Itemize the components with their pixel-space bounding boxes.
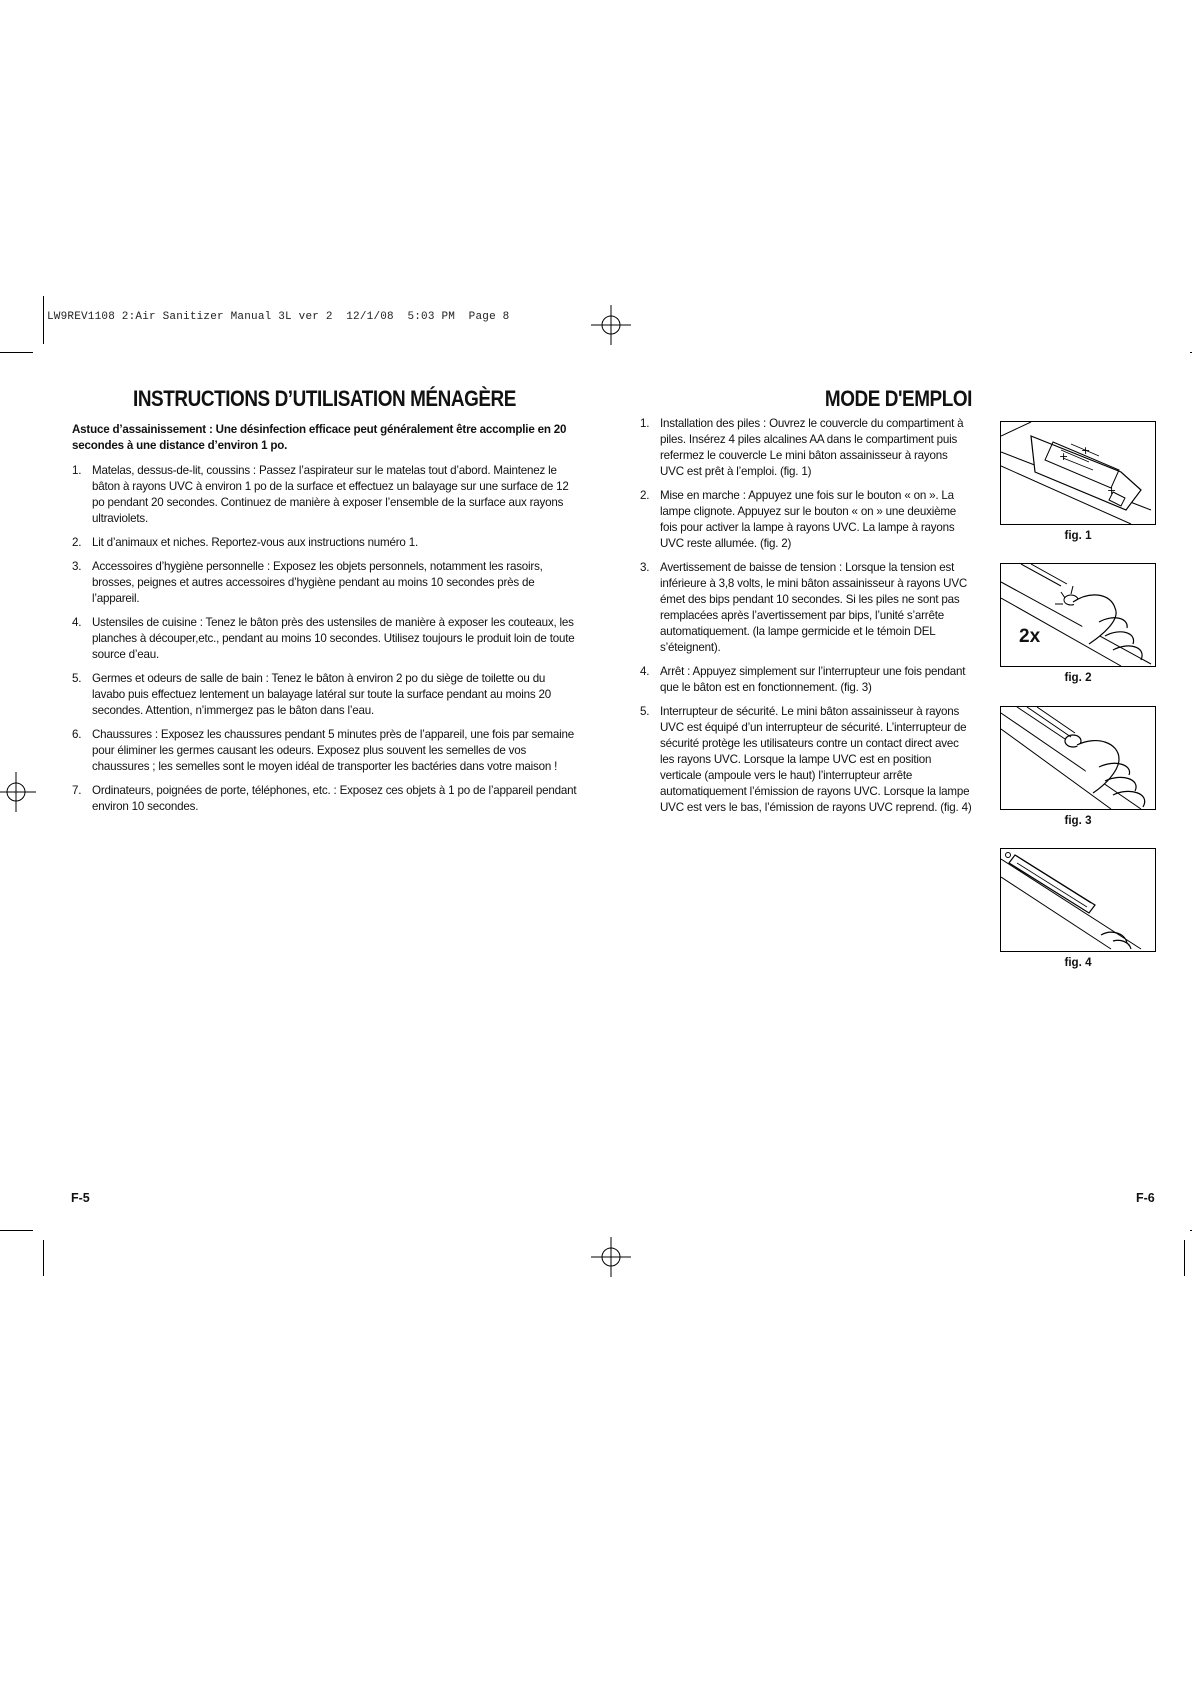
- list-item: 1. Matelas, dessus-de-lit, coussins : Passez l’aspirateur sur le matelas tout d’abord. Maintenez le bâton à rayons UVC à environ 1 po de la surface et effectuez un balayage sur une surface de 12 po pendant 20 secondes. Continuez de manière à exposer l’ensemble de la surface aux rayons ultraviolets.: [72, 464, 569, 525]
- right-page: [640, 386, 972, 824]
- list-item: 1. Installation des piles : Ouvrez le couvercle du compartiment à piles. Insérez 4 piles alcalines AA dans le compartiment puis refermez le couvercle Le mini bâton assainisseur à rayons UVC est prêt à l’emploi. (fig. 1): [640, 417, 964, 478]
- list-item: 5. Interrupteur de sécurité. Le mini bâton assainisseur à rayons UVC est équipé d’un interrupteur de sécurité. L’interrupteur de sécurité protège les utilisateurs contre un contact direct avec les rayons UVC. Lorsque la lampe UVC est en position verticale (ampoule vers le haut) l’interrupteur arrête automatiquement l’émission de rayons UVC. Lorsque la lampe UVC est vers le bas, l’émission de rayons UVC reprend. (fig. 4): [640, 705, 972, 814]
- page-number-left: F-5: [71, 1191, 90, 1205]
- figure-3: [1000, 706, 1156, 827]
- operating-instructions-list: [640, 416, 972, 816]
- list-item: 3. Avertissement de baisse de tension : Lorsque la tension est inférieure à 3,8 volts, le mini bâton assainisseur à rayons UVC émet des bips pendant 10 secondes. Si les piles ne sont pas remplacées après l’avertissement par bips, l’unité s’arrête automatiquement. (la lampe germicide et le témoin DEL s’éteignent).: [640, 561, 968, 654]
- list-item: 2. Mise en marche : Appuyez une fois sur le bouton « on ». La lampe clignote. Appuyez sur le bouton « on » une deuxième fois pour activer la lampe à rayons UVC. La lampe à rayons UVC reste allumée. (fig. 2): [640, 489, 957, 550]
- printer-slug: LW9REV1108 2:Air Sanitizer Manual 3L ver 2 12/1/08 5:03 PM Page 8: [47, 311, 510, 323]
- figure-1: [1000, 421, 1156, 542]
- figure-caption: fig. 4: [1064, 956, 1092, 969]
- registration-mark-icon: [0, 772, 40, 812]
- page-number-right: F-6: [1136, 1191, 1155, 1205]
- crop-mark: [43, 1240, 44, 1276]
- press-button-twice-illustration-icon: [1000, 563, 1156, 667]
- crop-mark: [0, 1230, 33, 1231]
- sanitizing-tip: Astuce d’assainissement : Une désinfection efficace peut généralement être accomplie en 20 secondes à une distance d’environ 1 po.: [72, 423, 567, 452]
- battery-compartment-illustration-icon: [1000, 421, 1156, 525]
- svg-text:+: +: [1081, 444, 1091, 457]
- list-item: 7. Ordinateurs, poignées de porte, téléphones, etc. : Exposez ces objets à 1 po de l’appareil pendant environ 10 secondes.: [72, 784, 577, 813]
- list-item: 4. Arrêt : Appuyez simplement sur l’interrupteur une fois pendant que le bâton est en fonctionnement. (fig. 3): [640, 665, 966, 694]
- list-item: 4. Ustensiles de cuisine : Tenez le bâton près des ustensiles de manière à exposer les couteaux, les planches à découper,etc., pendant au moins 10 secondes. Utilisez toujours le produit loin de toute source d’eau.: [72, 616, 575, 661]
- list-item: 2. Lit d’animaux et niches. Reportez-vous aux instructions numéro 1.: [72, 536, 418, 549]
- crop-mark: [0, 352, 33, 353]
- right-page-title: MODE D'EMPLOI: [824, 386, 972, 411]
- left-page: [72, 386, 577, 823]
- list-item: 5. Germes et odeurs de salle de bain : Tenez le bâton à environ 2 po du siège de toilette ou du lavabo puis effectuez lentement un balayage latéral sur toute la surface pendant au moins 20 secondes. Attention, n’immergez pas le bâton dans l’eau.: [72, 672, 551, 717]
- list-item: 6. Chaussures : Exposez les chaussures pendant 5 minutes près de l’appareil, une fois par semaine pour éliminer les germes causant les odeurs. Exposez plus souvent les semelles de vos chaussures ; les semelles sont le moyen idéal de transporter les bactéries dans votre maison !: [72, 728, 574, 773]
- svg-text:+: +: [1107, 484, 1117, 497]
- figure-caption: fig. 1: [1064, 529, 1092, 542]
- figure-caption: fig. 3: [1064, 814, 1092, 827]
- press-count-label: 2x: [1019, 626, 1041, 647]
- registration-mark-icon: [591, 1237, 631, 1277]
- crop-mark: [43, 296, 44, 344]
- household-instructions-list: [72, 463, 577, 815]
- figure-caption: fig. 2: [1064, 671, 1092, 684]
- crop-mark: [1184, 1240, 1185, 1276]
- svg-text:+: +: [1059, 450, 1069, 463]
- press-switch-illustration-icon: [1000, 706, 1156, 810]
- figure-2: [1000, 563, 1156, 684]
- list-item: 3. Accessoires d’hygiène personnelle : Exposez les objets personnels, notamment les rasoirs, brosses, peignes et autres accessoires d’hygiène pendant au moins 10 secondes près de l’appareil.: [72, 560, 543, 605]
- uvc-lamp-illustration-icon: [1000, 848, 1156, 952]
- figure-4: [1000, 848, 1156, 969]
- left-page-title: INSTRUCTIONS D’UTILISATION MÉNAGÈRE: [133, 386, 516, 411]
- registration-mark-icon: [591, 305, 631, 345]
